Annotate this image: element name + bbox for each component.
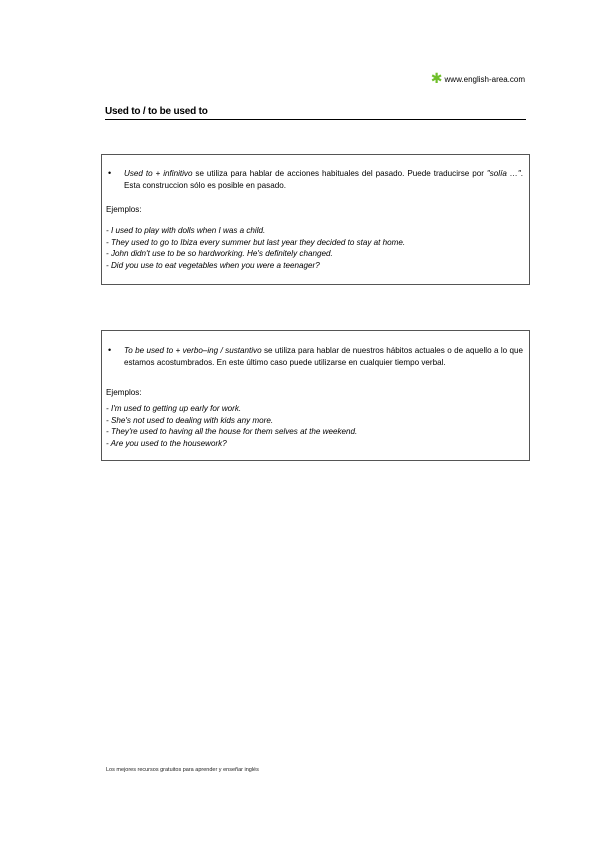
translation-term: "solía …"	[486, 169, 521, 178]
example-item: - Are you used to the housework?	[106, 438, 227, 448]
examples-label: Ejemplos:	[106, 205, 142, 214]
used-to-box	[101, 154, 530, 285]
rule-description: se utiliza para hablar de nuestros hábitos actuales o de aquello a lo que estamos acostumbrados. En este último caso puede utilizarse en cualquier tiempo verbal.	[124, 346, 524, 367]
examples-label: Ejemplos:	[106, 388, 142, 397]
site-brand[interactable]	[431, 72, 525, 86]
asterisk-leaf-icon: ✱	[430, 70, 443, 86]
rule-description-2: . Esta construccion sólo es posible en pasado.	[124, 169, 523, 190]
examples-list	[106, 225, 525, 271]
example-item: - They used to go to Ibiza every summer but last year they decided to stay at home.	[106, 237, 406, 247]
example-item: - I'm used to getting up early for work.	[106, 404, 242, 413]
rule-text	[124, 168, 523, 191]
rule-bullet	[108, 168, 523, 191]
bullet-icon: •	[108, 345, 112, 355]
example-item: - John didn't use to be so hardworking. He's definitely changed.	[106, 249, 333, 259]
example-item: - Did you use to eat vegetables when you were a teenager?	[106, 260, 320, 270]
rule-bullet	[108, 345, 523, 368]
example-item: - They're used to having all the house for them selves at the weekend.	[106, 427, 358, 437]
example-item: - She's not used to dealing with kids any more.	[106, 415, 274, 425]
rule-description-1: se utiliza para hablar de acciones habituales del pasado. Puede traducirse por	[192, 169, 487, 178]
title-underline	[105, 119, 526, 120]
example-item: - I used to play with dolls when I was a child.	[106, 226, 266, 235]
examples-list	[106, 403, 525, 449]
page-footer: Los mejores recursos gratuitos para aprender y enseñar inglés	[106, 767, 259, 773]
grammar-term: Used to + infinitivo	[124, 169, 193, 178]
grammar-term: To be used to + verbo–ing / sustantivo	[124, 346, 262, 355]
page-title: Used to / to be used to	[105, 106, 208, 117]
rule-text	[124, 345, 523, 368]
site-url[interactable]: www.english-area.com	[444, 74, 525, 84]
to-be-used-to-box	[101, 330, 530, 461]
bullet-icon: •	[108, 168, 112, 178]
